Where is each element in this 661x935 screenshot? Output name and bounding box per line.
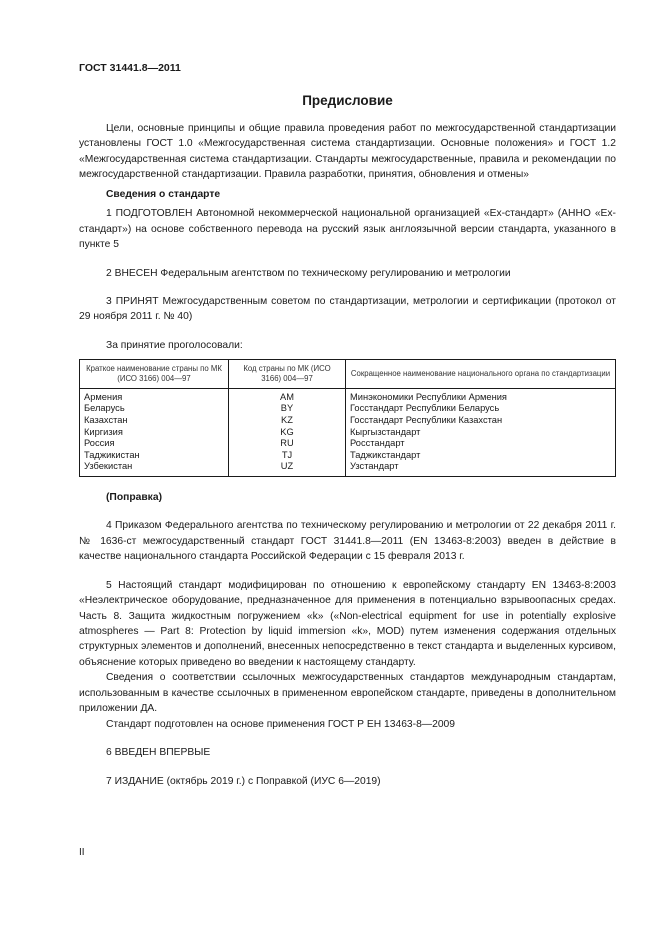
page-number: II bbox=[79, 847, 85, 858]
page-title: Предисловие bbox=[302, 93, 393, 108]
country-code: AM bbox=[229, 388, 346, 403]
standards-body: Таджикстандарт bbox=[346, 450, 616, 462]
amendment-note: (Поправка) bbox=[106, 491, 162, 503]
table-row bbox=[80, 403, 616, 415]
item-1-prepared: 1 ПОДГОТОВЛЕН Автономной некоммерческой национальной организацией «Ех-стандарт» (АННО «Ех-стандарт») на основе собственного перевода на русский язык англоязычной версии стандарта, указанного в пункте 5 bbox=[79, 208, 616, 251]
country-name: Армения bbox=[80, 388, 229, 403]
standards-body: Госстандарт Республики Казахстан bbox=[346, 415, 616, 427]
table-header-row bbox=[80, 360, 616, 388]
item-5-basis: Стандарт подготовлен на основе применения ГОСТ Р ЕН 13463-8—2009 bbox=[106, 718, 456, 730]
item-3-adopted: 3 ПРИНЯТ Межгосударственным советом по стандартизации, метрологии и сертификации (протокол от 29 ноября 2011 г. № 40) bbox=[79, 295, 616, 323]
country-code: TJ bbox=[229, 450, 346, 462]
section-heading: Сведения о стандарте bbox=[106, 188, 221, 200]
country-name: Узбекистан bbox=[80, 461, 229, 476]
document-code-header: ГОСТ 31441.8—2011 bbox=[79, 62, 181, 74]
country-code: RU bbox=[229, 438, 346, 450]
voting-label: За принятие проголосовали: bbox=[106, 339, 243, 351]
foreword-body bbox=[79, 121, 616, 789]
country-name: Беларусь bbox=[80, 403, 229, 415]
country-name: Казахстан bbox=[80, 415, 229, 427]
country-code: UZ bbox=[229, 461, 346, 476]
standards-body: Минэкономики Республики Армения bbox=[346, 388, 616, 403]
standards-body: Госстандарт Республики Беларусь bbox=[346, 403, 616, 415]
table-row bbox=[80, 438, 616, 450]
item-5-modification: 5 Настоящий стандарт модифицирован по отношению к европейскому стандарту EN 13463-8:2003 «Неэлектрическое оборудование, предназначенное для применения в потенциально взрывоопасных средах. Часть 8. Защита жидкостным погружением «k» («Non-electrical equipment for use in potentially explosive atmospheres — Part 8: Protection by liquid immersion «k», MOD) путем изменения содержания отдельных структурных элементов и дополнений, внесенных непосредственно в текст стандарта и выделенных курсивом, объяснение которых приведено во введении к настоящему стандарту. bbox=[79, 579, 616, 668]
country-name: Таджикистан bbox=[80, 450, 229, 462]
country-code: BY bbox=[229, 403, 346, 415]
table-row bbox=[80, 450, 616, 462]
table-row bbox=[80, 427, 616, 439]
item-4-enactment: 4 Приказом Федерального агентства по техническому регулированию и метрологии от 22 декабря 2011 г. № 1636-ст межгосударственный стандарт ГОСТ 31441.8—2011 (EN 13463-8:2003) введен в действие в качестве национального стандарта Российской Федерации с 15 февраля 2013 г. bbox=[79, 520, 616, 563]
item-2-submitted: 2 ВНЕСЕН Федеральным агентством по техническому регулированию и метрологии bbox=[106, 267, 511, 279]
intro-paragraph: Цели, основные принципы и общие правила проведения работ по межгосударственной стандартизации установлены ГОСТ 1.0 «Межгосударственная система стандартизации. Основные положения» и ГОСТ 1.2 «Межгосударственная система стандартизации. Стандарты межгосударственные, правила и рекомендации по межгосударственной стандартизации. Правила разработки, принятия, обновления и отмены» bbox=[79, 123, 616, 181]
country-code: KG bbox=[229, 427, 346, 439]
item-7-edition: 7 ИЗДАНИЕ (октябрь 2019 г.) с Поправкой (ИУС 6—2019) bbox=[106, 775, 381, 787]
table-row bbox=[80, 461, 616, 476]
country-name: Россия bbox=[80, 438, 229, 450]
voting-countries-table bbox=[79, 359, 616, 477]
standards-body: Росстандарт bbox=[346, 438, 616, 450]
item-6-first-introduced: 6 ВВЕДЕН ВПЕРВЫЕ bbox=[106, 747, 211, 759]
table-row bbox=[80, 415, 616, 427]
standards-body: Кыргызстандарт bbox=[346, 427, 616, 439]
country-code: KZ bbox=[229, 415, 346, 427]
country-name: Киргизия bbox=[80, 427, 229, 439]
header-country-code: Код страны по МК (ИСО 3166) 004—97 bbox=[229, 360, 346, 388]
table-row bbox=[80, 388, 616, 403]
header-standards-body: Сокращенное наименование национального органа по стандартизации bbox=[346, 360, 616, 388]
standards-body: Узстандарт bbox=[346, 461, 616, 476]
item-5-references: Сведения о соответствии ссылочных межгосударственных стандартов международным стандартам, использованным в качестве ссылочных в примененном европейском стандарте, приведены в дополнительном приложении ДА. bbox=[79, 672, 616, 715]
header-country-name: Краткое наименование страны по МК (ИСО 3166) 004—97 bbox=[80, 360, 229, 388]
